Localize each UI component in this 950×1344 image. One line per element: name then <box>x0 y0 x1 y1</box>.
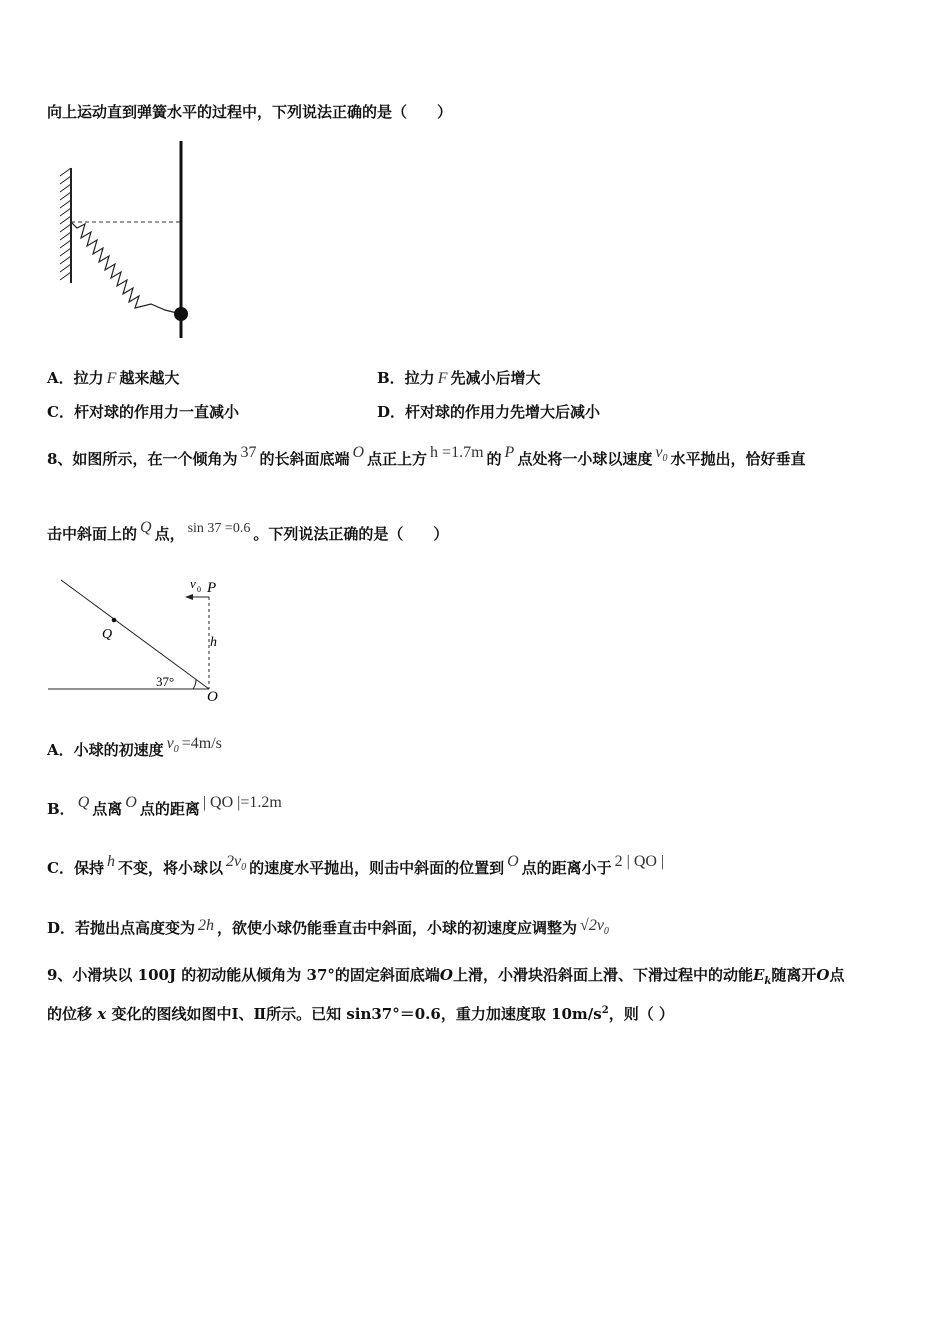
q7-option-c: C．杆对球的作用力一直减小 <box>47 403 239 421</box>
q7-option-d: D．杆对球的作用力先增大后减小 <box>377 403 601 421</box>
fig-h: h <box>210 635 217 650</box>
fig-o: O <box>207 689 218 705</box>
arrowhead <box>185 594 193 600</box>
fig-q: Q <box>102 627 113 642</box>
angle-arc <box>193 679 196 689</box>
spring-rod-figure <box>55 138 205 343</box>
fig-p: P <box>207 580 217 596</box>
q8-option-d: D．若抛出点高度变为 2h ，欲使小球仍能垂直击中斜面，小球的初速度应调整为 $√2v_0$ <box>47 917 609 938</box>
q7-option-b: B．拉力 F 先减小后增大 <box>377 369 541 387</box>
q8-option-c: C．保持 h 不变，将小球以 $2v_0$ 的速度水平抛出，则击中斜面的位置到 O 点的距离小于 2 | QO | <box>47 853 665 877</box>
q8-option-b: B． Q 点离 O 点的距离 | QO |=1.2m <box>47 794 282 818</box>
fig-angle: 37° <box>156 674 175 689</box>
q9-stem-line1: 9、小滑块以 100J 的初动能从倾角为 37°的固定斜面底端O上滑，小滑块沿斜面上滑、下滑过程中的动能$E_k$随离开O点 <box>47 966 845 987</box>
q7-stem-continuation: 向上运动直到弹簧水平的过程中，下列说法正确的是（ ） <box>47 103 453 121</box>
q9-stem-line2: 的位移 x 变化的图线如图中Ⅰ、Ⅱ所示。已知 sin37°＝0.6，重力加速度取 $10m/s^2$，则（ ） <box>47 1005 674 1023</box>
spring <box>71 222 181 314</box>
fig-v0: v <box>190 576 196 591</box>
wall-hatching <box>60 168 71 280</box>
q8-stem-line2: 击中斜面上的 Q 点， sin 37 =0.6 。下列说法正确的是（ ） <box>47 519 449 543</box>
angle-37: 37 <box>240 444 257 461</box>
incline-figure <box>45 570 235 705</box>
fig-v0-sub: 0 <box>197 585 201 594</box>
q7-option-a: A．拉力 F 越来越大 <box>47 369 180 387</box>
q8-stem-line1: 8、如图所示，在一个倾角为 37 的长斜面底端 O 点正上方 h =1.7m 的 P 点处将一小球以速度 $v_0$ 水平抛出，恰好垂直 <box>47 444 806 468</box>
ball <box>174 307 188 321</box>
point-q <box>112 618 117 623</box>
q8-option-a: A．小球的初速度 $v_0 =4m/s$ <box>47 735 222 759</box>
